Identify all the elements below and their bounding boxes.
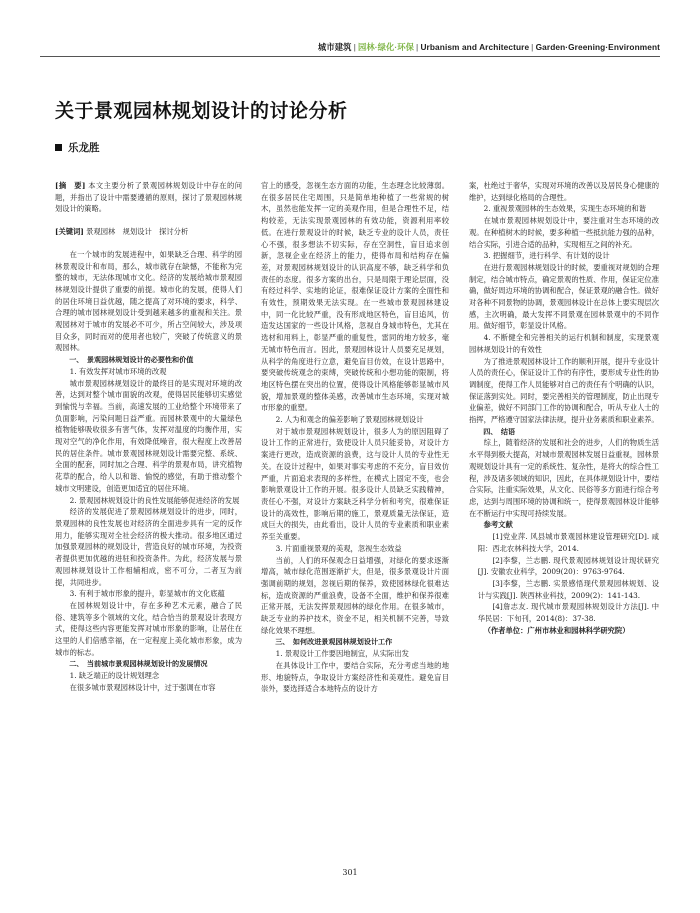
paragraph: 2. 景观园林规划设计的良性发展能够促进经济的发展: [69, 495, 240, 505]
section-heading: 三、 如何改进景观园林规划设计工作: [275, 637, 393, 647]
reference-item: [3]李黎，兰志鹏. 实景感悟现代景观园林规划、设计与实践[J]. 陕西林业科技，2009(2)：141-143.: [477, 578, 659, 600]
paragraph: 官上的感受，忽视生态方面的功能，生态理念比较薄弱。在很多居民住宅周围，只是简单地种植了一些常规的树木，虽然也能发挥一定的美观作用，但是合理性不足，结构较差，无法实现景观园林的有效功能，资源利用率较低。在进行景观设计的时候，缺乏专业的设计人员，责任心不强，很多想法不切实际，存在空洞性，盲目追求创新，忽视企业在经济上的能力，使得布局和结构存在偏差，对景观园林规划设计的认识高度不够，缺乏科学和负责任的态度。很多方案的出台，只是局限于理论层面，没有经过科学、实地的论证，很难保证设计方案的全面性和有效性，预期效果无法实现。在一些城市景观园林建设中，同一化比较严重，没有形成地区特色，盲目追风，仿造发达国家的一些设计风格，忽视自身城市特色，尤其在选材和用料上，彰显严重的重复性，雷同的地方较多，毫无城市特色而言。因此，景观园林设计人员要充足规划，从科学的角度进行立意，避免盲目仿效，在设计思路中，要突破传统观念的束缚，突破传统和小想功能的限制，将地区特色摆在突出的位置，使得设计风格能够彰显城市风貌，增加景观的整体美感，改善城市生态环境，实现对城市形象的重塑。: [261, 181, 449, 413]
section-name-zh: 园林·绿化·环保: [357, 42, 415, 52]
reference-item: [2]李黎，兰志鹏. 现代景观园林规划设计现状研究[J]. 安徽农业科学，2009(20)：9763-9764.: [477, 555, 659, 577]
abstract: [55, 180, 242, 215]
paragraph: 在很多城市景观园林设计中，过于强调在市容: [69, 682, 216, 692]
column-1-body: [55, 249, 242, 694]
paragraph: 为了推进景观园林设计工作的顺利开展，提升专业设计人员的责任心，保证设计工作的有序性，要形成专业性的协调制度，使得工作人员能够对自己的责任有个明确的认识，保证落到实处。同时，要完善相关的管理制度，防止出现专业偏差，做好不同部门工作的协调和配合，听从专业人士的指挥，严格遵守国家法律法规，提升业务素质和职业素养。: [469, 356, 659, 425]
section-heading: 一、 景观园林规划设计的必要性和价值: [69, 355, 194, 365]
paragraph: 当前，人们的环保观念日益增强，对绿化的要求逐渐增高，城市绿化范围逐渐扩大，但是，很多景观设计片面强调前期的规划，忽视后期的保养，致使园林绿化很难达标，造成资源的严重浪费，设备不全面，维护和保养很难正常开展，无法发挥景观园林的绿化作用。在很多城市，缺乏专业的养护技术，资金不足，相关机制不完善，导致绿化效果不理想。: [261, 555, 449, 635]
header-text: 城市建筑 | 园林·绿化·环保 | Urbanism and Architecture | Garden·Greening·Environment: [317, 42, 660, 52]
paragraph: 2. 重视景观园林的生态效果，实现生态环境的和谐: [483, 204, 647, 214]
paragraph: 城市景观园林规划设计的最终目的是实现对环境的改善，达到对整个城市面貌的改观，使得居民能够切实感觉到愉悦与幸福。当前，高速发展的工业给整个环境带来了负面影响，污染问题日益严重。而园林景观中的大量绿色植物能够吸收很多有害气体，发挥对温度的均衡作用，实现对空气的净化作用，有效降低噪音，很大程度上改善居民的居住条件。城市景观园林规划设计需要完整、系统、全面的配套，同时加之合理、科学的景观布局，讲究植物花草的配合，给人以和谐、愉悦的感觉，有助于推动整个城市文明建设，创造更加适宜的居住环境。: [55, 378, 242, 493]
references-list: [469, 531, 659, 625]
page-number: 301: [342, 868, 358, 877]
paragraph: 在园林规划设计中，存在多种艺术元素，融合了民俗、建筑等多个领域的文化，结合恰当的景观设计表现方式，使得这些内容更能发挥对城市形象的影响，让居住在这里的人们倍感幸福，在一定程度上美化城市形象，成为城市的标志。: [55, 600, 242, 657]
keywords-label: [关键词]: [55, 227, 84, 237]
keywords-text: 景观园林 规划设计 探讨分析: [86, 227, 189, 237]
paragraph: 3. 片面重视景观的美观，忽视生态效益: [275, 543, 402, 553]
article-author: [55, 140, 100, 155]
section-heading: 四、 结语: [483, 426, 516, 436]
author-name: 乐龙胜: [68, 142, 100, 154]
article-title: 关于景观园林规划设计的讨论分析: [55, 100, 348, 122]
text-column-3: [469, 180, 659, 636]
paragraph: 在进行景观园林规划设计的时候，要重视对规划的合理制定，结合城市特点，确定景观的性质、作用，保证定位准确，做好周边环境的协调和配合，保证景观的融合性。做好对各种不同景物的协调，景观园林设计在总体上要实现层次感，主次明确，最大发挥不同景观在园林景观中的不同作用。做好细节，彰显设计风格。: [469, 262, 659, 331]
paragraph: 在城市景观园林规划设计中，要注重对生态环境的改观。在种植树木的时候，要多种植一些抵抗能力强的品种，结合实际，引进合适的品种，实现相互之间的补充。: [469, 216, 659, 249]
column-3-body: [469, 180, 659, 519]
journal-name-en: Urbanism and Architecture: [420, 42, 530, 52]
paragraph: 对于城市景观园林规划设计，很多人为的原因阻碍了设计工作的正常进行，致使设计人员只能妥协，对设计方案进行更改，造成资源的浪费，这与设计人员的专业性无关。在设计过程中，如果对事实考虑的不充分，盲目效仿严重，片面追求表现的多样性，在模式上固定不变，也会影响景观设计工作的开展。很多设计人员缺乏实践精神，责任心不强，对设计方案缺乏科学分析和考究，很难保证设计的高效性，影响后期的施工，景观质量无法保证，造成巨大的损失，由此看出，设计人员的专业素质和职业素养至关重要。: [261, 426, 449, 542]
text-column-1: [55, 180, 242, 694]
keywords: [55, 226, 242, 238]
paragraph: 在具体设计工作中，要结合实际，充分考虑当地的地形、地貌特点，争取设计方案经济性和美观性。避免盲目崇外，要选择适合本地特点的设计方: [261, 660, 449, 694]
paragraph: 4. 不断健全和完善相关的运行机制和制度，实现景观园林规划设计的有效性: [469, 333, 659, 354]
paragraph: 经济的发展促进了景观园林规划设计的进步，同时，景观园林的良性发展也对经济的全面进步具有一定的反作用力，能够实现对全社会经济的极大推动。很多地区通过加强景观园林的规划设计，营造良好的城市环境，为投资者提供更加优越的进驻和投资条件。为此，经济发展与景观园林规划设计工作相辅相成，密不可分，二者互为前提，共同进步。: [55, 507, 242, 587]
paragraph: 综上，随着经济的发展和社会的进步，人们的物质生活水平得到极大提高，对城市景观园林发展日益重视，园林景观规划设计具有一定的系统性、复杂性，是将大的综合性工程，涉及诸多领域的知识，因此，在具体规划设计中，要结合实际，注重实际效果，从文化、民俗等多方面进行综合考虑，达到与周围环境的协调和统一，使得景观园林设计能够在不断运行中实现可持续发展。: [469, 438, 659, 518]
paragraph: 2. 人为和观念的偏差影响了景观园林规划设计: [275, 415, 424, 425]
abstract-label: [摘 要]: [55, 181, 86, 190]
square-bullet-icon: [55, 144, 62, 151]
references-heading: 参考文献: [483, 520, 513, 530]
paragraph: 3. 有利于城市形象的提升，彰显城市的文化底蕴: [69, 589, 225, 599]
paragraph: 案，杜绝过于奢华，实现对环境的改善以及居民身心健康的维护，达到绿化格局的合理性。: [469, 181, 659, 202]
paragraph: 3. 把握细节，进行科学、有计划的设计: [483, 251, 610, 261]
paragraph: 在一个城市的发展进程中，如果缺乏合理、科学的园林景观设计和布局，那么，城市就存在缺憾，不能称为完整的城市，无法体现城市文化。经济的发展给城市景观园林规划设计提供了重要的前提。城市化的发展，使得人们的居住环境日益优越，随之提高了对环境的要求，科学、合理的城市园林规划设计受到越来越多的重视和关注。景观园林对于城市的发展必不可少，所占空间较大，涉及项目众多，同时而对的使用者也较广，突破了传统意义的景观园林。: [55, 249, 242, 353]
reference-item: [4]詹志友. 现代城市景观园林规划设计方法[J]. 中华民居：下旬刊，2014(8)：37-38.: [477, 602, 659, 624]
header-rule: [40, 56, 660, 57]
text-column-2: [261, 180, 449, 695]
paragraph: 1. 景观设计工作要因地制宜，从实际出发: [275, 649, 409, 659]
running-header: [0, 41, 700, 55]
section-name-en: Garden·Greening·Environment: [535, 42, 660, 52]
paragraph: 1. 缺乏端正的设计规划理念: [69, 671, 160, 681]
abstract-text: 本文主要分析了景观园林规划设计中存在的问题，并指出了设计中需要遵循的原则，探讨了景观园林规划设计的策略。: [55, 181, 242, 214]
paragraph: 1. 有效发挥对城市环境的改观: [69, 366, 167, 376]
reference-item: [1]党业萍. 风县城市景观园林建设管理研究[D]. 咸阳：西北农林科技大学，2014.: [477, 532, 659, 553]
journal-name-zh: 城市建筑: [317, 42, 352, 52]
author-affiliation: （作者单位：广州市林业和园林科学研究院）: [483, 625, 630, 635]
section-heading: 二、 当前城市景观园林规划设计的发展情况: [69, 659, 208, 669]
